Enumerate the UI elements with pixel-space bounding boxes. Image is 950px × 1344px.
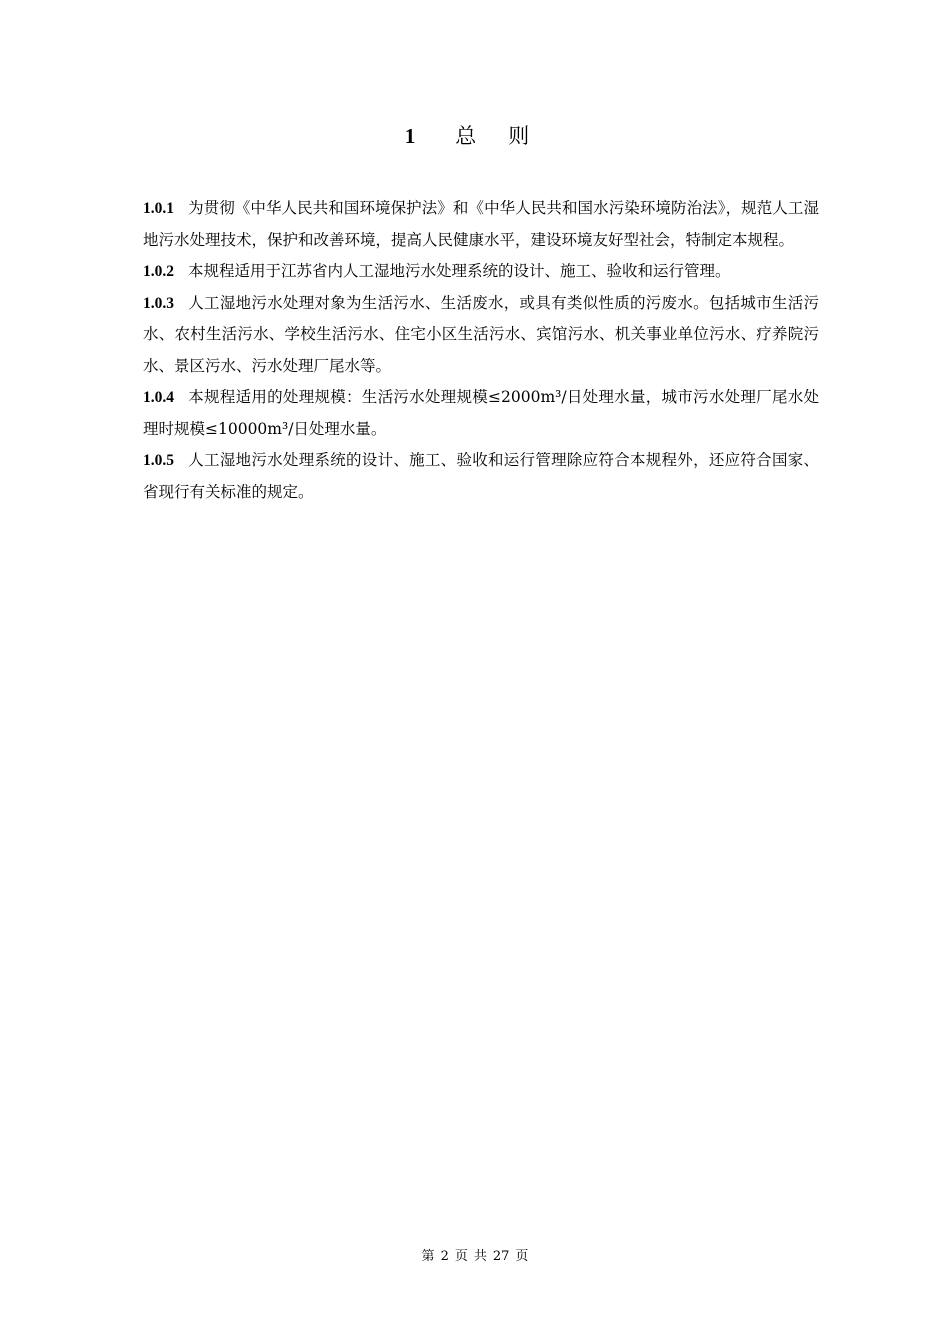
total-prefix: 共 bbox=[473, 1249, 487, 1264]
clause-1-0-5 bbox=[143, 445, 819, 508]
clause-number: 1.0.2 bbox=[143, 263, 174, 280]
clause-number: 1.0.1 bbox=[143, 200, 174, 217]
clause-1-0-4 bbox=[143, 382, 819, 445]
chapter-title bbox=[0, 122, 950, 150]
page-prefix: 第 bbox=[421, 1249, 435, 1264]
page-word: 页 bbox=[454, 1249, 468, 1264]
clause-number: 1.0.5 bbox=[143, 452, 174, 469]
clause-1-0-3 bbox=[143, 288, 819, 383]
total-word: 页 bbox=[515, 1249, 529, 1264]
clause-text: 本规程适用的处理规模：生活污水处理规模≤2000m³/日处理水量，城市污水处理厂尾水处理时规模≤10000m³/日处理水量。 bbox=[143, 388, 819, 438]
clause-number: 1.0.4 bbox=[143, 389, 174, 406]
clause-text: 为贯彻《中华人民共和国环境保护法》和《中华人民共和国水污染环境防治法》，规范人工湿地污水处理技术，保护和改善环境，提高人民健康水平，建设环境友好型社会，特制定本规程。 bbox=[143, 199, 819, 249]
chapter-title-char-1: 总 bbox=[455, 124, 477, 148]
clause-1-0-2 bbox=[143, 256, 819, 288]
page-number: 2 bbox=[440, 1249, 449, 1264]
total-pages: 27 bbox=[492, 1249, 510, 1264]
clause-text: 人工湿地污水处理系统的设计、施工、验收和运行管理除应符合本规程外，还应符合国家、省现行有关标准的规定。 bbox=[143, 451, 819, 501]
clause-text: 人工湿地污水处理对象为生活污水、生活废水，或具有类似性质的污废水。包括城市生活污水、农村生活污水、学校生活污水、住宅小区生活污水、宾馆污水、机关事业单位污水、疗养院污水、景区污水、污水处理厂尾水等。 bbox=[143, 293, 819, 375]
clause-number: 1.0.3 bbox=[143, 294, 174, 312]
clause-text: 本规程适用于江苏省内人工湿地污水处理系统的设计、施工、验收和运行管理。 bbox=[188, 262, 731, 280]
chapter-title-char-2: 则 bbox=[508, 124, 530, 148]
chapter-number: 1 bbox=[404, 124, 416, 148]
clause-1-0-1 bbox=[143, 193, 819, 256]
page-footer bbox=[0, 1248, 950, 1266]
clause-list bbox=[143, 193, 819, 508]
